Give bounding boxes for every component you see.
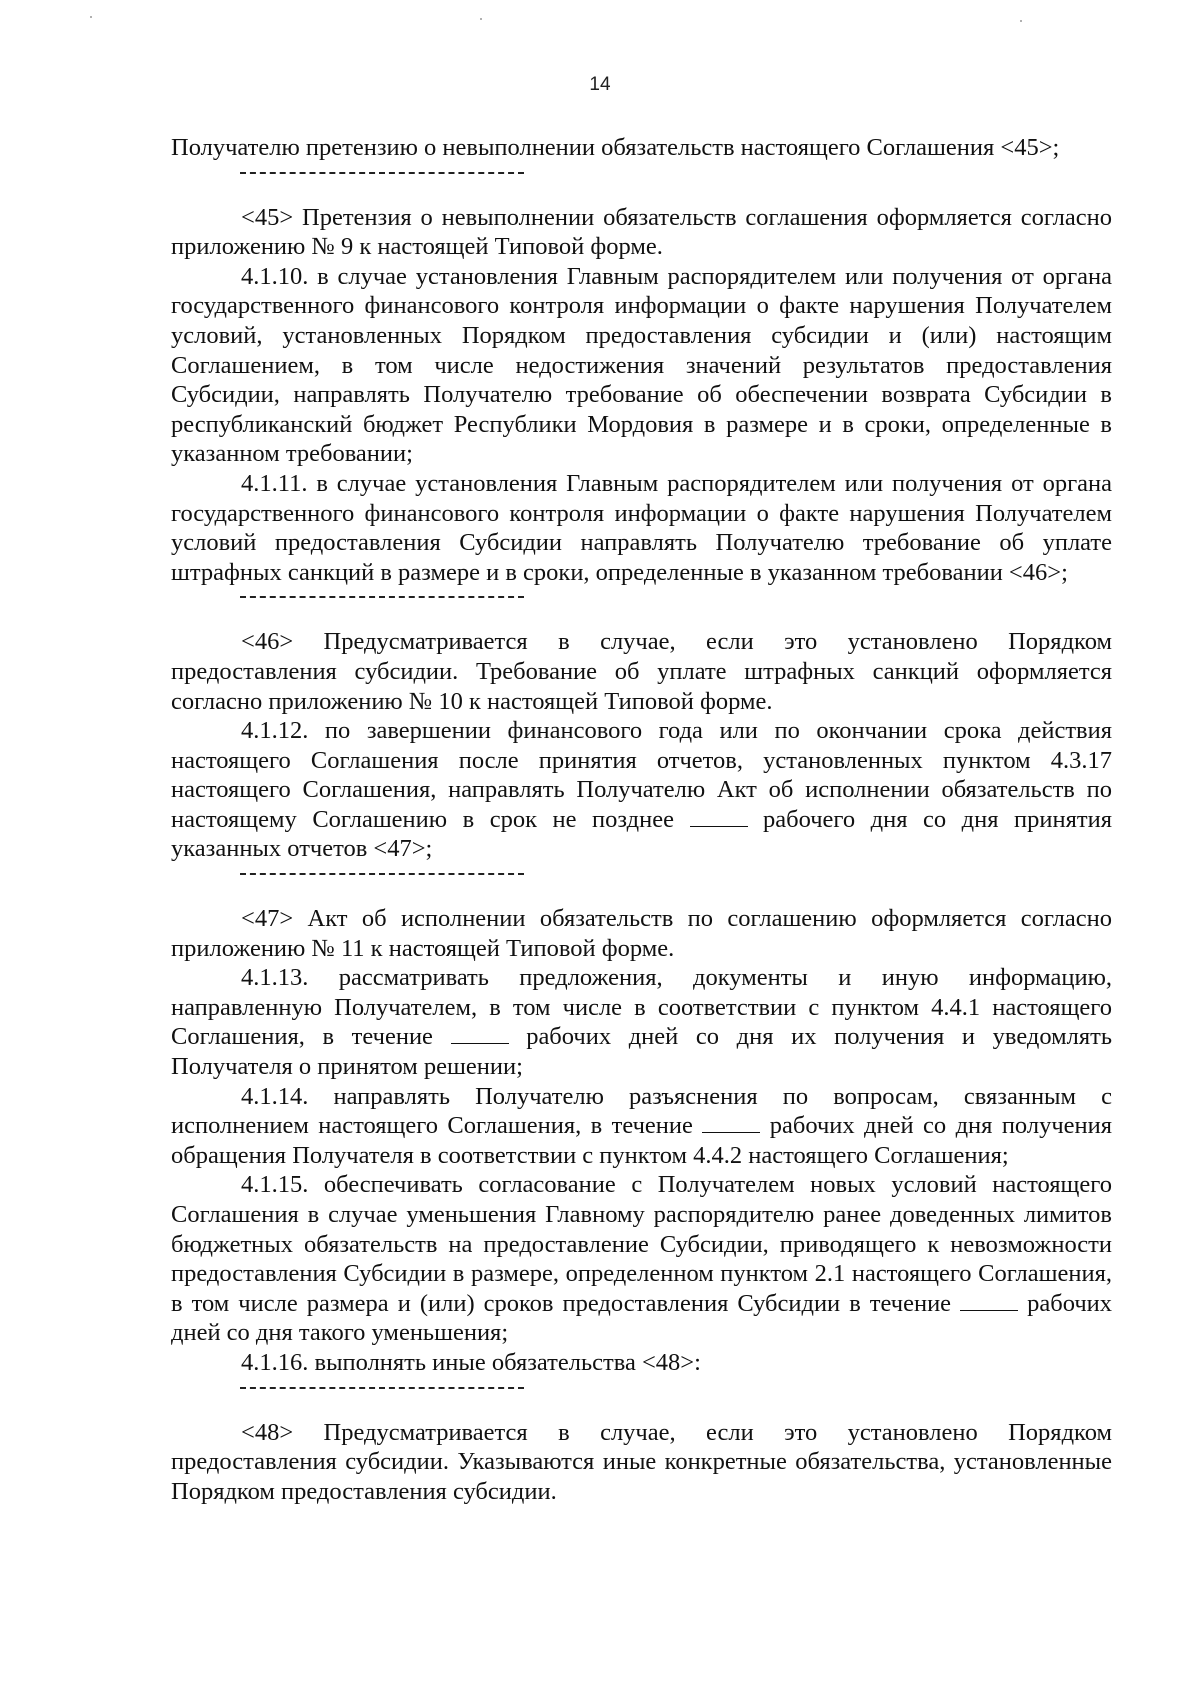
blank-field <box>960 1292 1018 1311</box>
footnote-46: <46> Предусматривается в случае, если это установлено Порядком предоставления субсидии. Требование об уплате штрафных санкций оформляется согласно приложению № 10 к настоящей Типовой форме. <box>171 628 1112 715</box>
footnote-separator <box>171 163 1112 193</box>
blank-field <box>451 1025 509 1044</box>
clause-4-1-16: 4.1.16. выполнять иные обязательства <48>: <box>241 1348 701 1376</box>
scan-speck <box>1020 20 1022 22</box>
document-body <box>171 133 1112 1506</box>
footnote-45: <45> Претензия о невыполнении обязательств соглашения оформляется согласно приложению № 9 к настоящей Типовой форме. <box>171 203 1112 261</box>
page-number: 14 <box>589 74 611 95</box>
clause-4-1-10: 4.1.10. в случае установления Главным распорядителем или получения от органа государственного финансового контроля информации о факте нарушения Получателем условий, установленных Порядком предоставления субсидии и (или) настоящим Соглашением, в том числе недостижения значений результатов предоставления Субсидии, направлять Получателю требование об обеспечении возврата Субсидии в республиканский бюджет Республики Мордовия в размере и в сроки, определенные в указанном требовании; <box>171 262 1112 468</box>
clause-4-1-13 <box>171 963 1112 1081</box>
paragraph-continuation: Получателю претензию о невыполнении обязательств настоящего Соглашения <45>; <box>171 134 1060 161</box>
clause-4-1-15 <box>171 1170 1112 1348</box>
clause-4-1-13-text-start: 4.1.13. рассматривать предложения, документы и иную информацию, направленную Получателем, в том числе в соответствии с пунктом 4.4.1 настоящего Соглашения, в течение <box>171 964 1112 1051</box>
clause-4-1-14-text-start: 4.1.14. направлять Получателю разъяснения по вопросам, связанным с исполнением настоящего Соглашения, в течение <box>171 1082 1112 1140</box>
footnote-47: <47> Акт об исполнении обязательств по соглашению оформляется согласно приложению № 11 к настоящей Типовой форме. <box>171 905 1112 962</box>
scan-speck <box>90 16 92 18</box>
clause-4-1-11: 4.1.11. в случае установления Главным распорядителем или получения от органа государственного финансового контроля информации о факте нарушения Получателем условий предоставления Субсидии направлять Получателю требование об уплате штрафных санкций в размере и в сроки, определенные в указанном требовании <46>; <box>171 469 1112 586</box>
clause-4-1-12-text-start: 4.1.12. по завершении финансового года или по окончании срока действия настоящего Соглашения после принятия отчетов, установленных пунктом 4.3.17 настоящего Соглашения, направлять Получателю Акт об исполнении обязательств по настоящему Соглашению в срок не позднее <box>171 717 1112 833</box>
clause-4-1-12-text-end: рабочего дня со дня принятия указанных отчетов <47>; <box>171 805 1112 863</box>
blank-field <box>702 1114 760 1133</box>
footnote-separator <box>171 1378 1112 1408</box>
clause-4-1-13-text-end: рабочих дней со дня их получения и уведомлять Получателя о принятом решении; <box>171 1023 1113 1081</box>
blank-field <box>690 808 748 827</box>
clause-4-1-15-text-start: 4.1.15. обеспечивать согласование с Получателем новых условий настоящего Соглашения в случае уменьшения Главному распорядителю ранее доведенных лимитов бюджетных обязательств на предоставление Субсидии, приводящего к невозможности предоставления Субсидии в размере, определенном пунктом 2.1 настоящего Соглашения, в том числе размера и (или) сроков предоставления Субсидии в течение <box>171 1171 1112 1317</box>
footnote-separator <box>171 587 1112 617</box>
footnote-48: <48> Предусматривается в случае, если это установлено Порядком предоставления субсидии. Указываются иные конкретные обязательства, установленные Порядком предоставления субсидии. <box>171 1418 1112 1505</box>
clause-4-1-12 <box>171 716 1112 864</box>
clause-4-1-15-text-end: рабочих дней со дня такого уменьшения; <box>171 1289 1113 1347</box>
clause-4-1-14-text-end: рабочих дней со дня получения обращения Получателя в соответствии с пунктом 4.4.2 настоящего Соглашения; <box>171 1112 1113 1169</box>
clause-4-1-14 <box>171 1082 1112 1171</box>
scan-speck <box>480 18 482 20</box>
footnote-separator <box>171 864 1112 894</box>
